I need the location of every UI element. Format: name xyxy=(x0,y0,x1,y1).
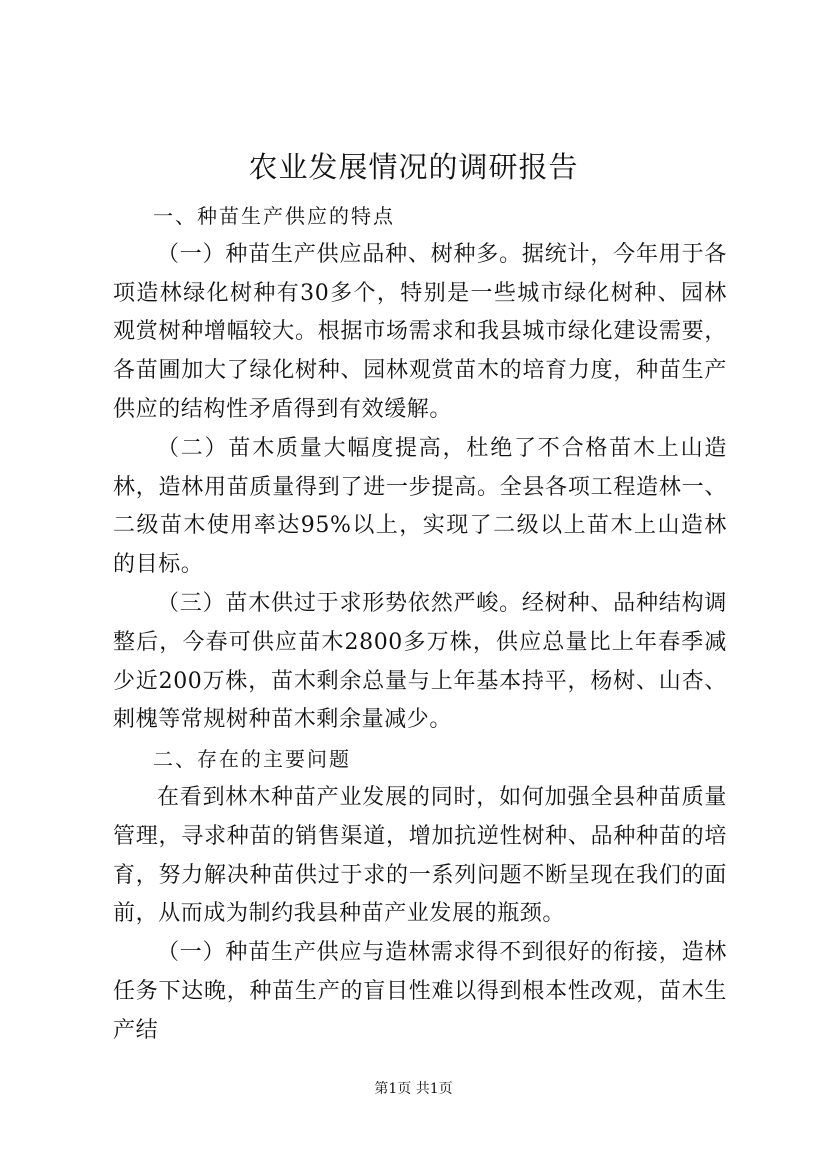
body-paragraph: （一）种苗生产供应与造林需求得不到很好的衔接，造林任务下达晚，种苗生产的盲目性难以得到根本性改观，苗木生产结 xyxy=(113,940,727,1043)
body-paragraph: （三）苗木供过于求形势依然严峻。经树种、品种结构调整后，今春可供应苗木2800多万株，供应总量比上年春季减少近200万株，苗木剩余总量与上年基本持平，杨树、山杏、刺槐等常规树种苗木剩余量减少。 xyxy=(113,590,727,733)
section-heading: 一、种苗生产供应的特点 xyxy=(153,204,395,228)
page-footer: 第1页 共1页 xyxy=(374,1081,453,1097)
body-paragraph: （一）种苗生产供应品种、树种多。据统计，今年用于各项造林绿化树种有30多个，特别是一些城市绿化树种、园林观赏树种增幅较大。根据市场需求和我县城市绿化建设需要，各苗圃加大了绿化树种、园林观赏苗木的培育力度，种苗生产供应的结构性矛盾得到有效缓解。 xyxy=(113,241,727,422)
body-paragraph: 在看到林木种苗产业发展的同时，如何加强全县种苗质量管理，寻求种苗的销售渠道，增加抗逆性树种、品种种苗的培育，努力解决种苗供过于求的一系列问题不断呈现在我们的面前，从而成为制约我县种苗产业发展的瓶颈。 xyxy=(113,784,727,927)
body-paragraph: （二）苗木质量大幅度提高，杜绝了不合格苗木上山造林，造林用苗质量得到了进一步提高。全县各项工程造林一、二级苗木使用率达95%以上，实现了二级以上苗木上山造林的目标。 xyxy=(113,435,727,578)
document-title: 农业发展情况的调研报告 xyxy=(248,150,579,184)
document-body xyxy=(113,197,727,1051)
section-heading: 二、存在的主要问题 xyxy=(153,747,351,772)
